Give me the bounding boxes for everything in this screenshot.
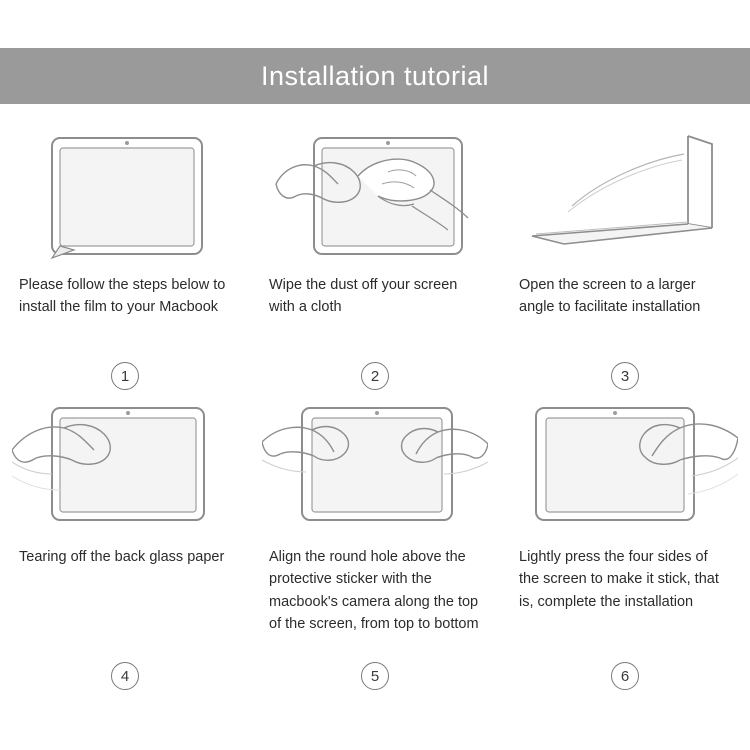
step-card-3: [500, 128, 750, 400]
step-caption: Please follow the steps below to install the film to your Macbook: [19, 277, 226, 316]
step-number: 1: [111, 362, 139, 390]
laptop-screen-with-peeling-film-icon: [12, 132, 238, 260]
step-caption: Lightly press the four sides of the screen to make it stick, that is, complete the installation: [519, 549, 719, 610]
step-number-wrap: [262, 362, 488, 390]
step-caption: Open the screen to a larger angle to facilitate installation: [519, 277, 701, 316]
step-number: 2: [361, 362, 389, 390]
step-number: 4: [111, 662, 139, 690]
step-card-6: [500, 400, 750, 700]
step-caption: Align the round hole above the protective sticker with the macbook's camera along the top of the screen, from top to bottom: [269, 549, 479, 633]
hand-wiping-screen-with-cloth-icon: [262, 132, 488, 260]
two-hands-aligning-film-icon: [262, 404, 488, 532]
step-caption: Tearing off the back glass paper: [19, 549, 225, 565]
step-card-1: [0, 128, 250, 400]
page-title: Installation tutorial: [260, 60, 490, 91]
step-number: 6: [611, 662, 639, 690]
steps-grid: [0, 128, 750, 700]
header-band: [0, 48, 750, 104]
hand-pressing-screen-edges-icon: [512, 404, 738, 532]
hand-tearing-back-paper-icon: [12, 404, 238, 532]
step-number-wrap: [12, 362, 238, 390]
step-number-wrap: [12, 662, 238, 690]
step-number-wrap: [512, 662, 738, 690]
laptop-open-angle-icon: [512, 132, 738, 260]
step-caption: Wipe the dust off your screen with a cloth: [269, 277, 458, 316]
step-card-5: [250, 400, 500, 700]
step-number: 5: [361, 662, 389, 690]
step-card-2: [250, 128, 500, 400]
step-number: 3: [611, 362, 639, 390]
step-number-wrap: [512, 362, 738, 390]
step-number-wrap: [262, 662, 488, 690]
step-card-4: [0, 400, 250, 700]
